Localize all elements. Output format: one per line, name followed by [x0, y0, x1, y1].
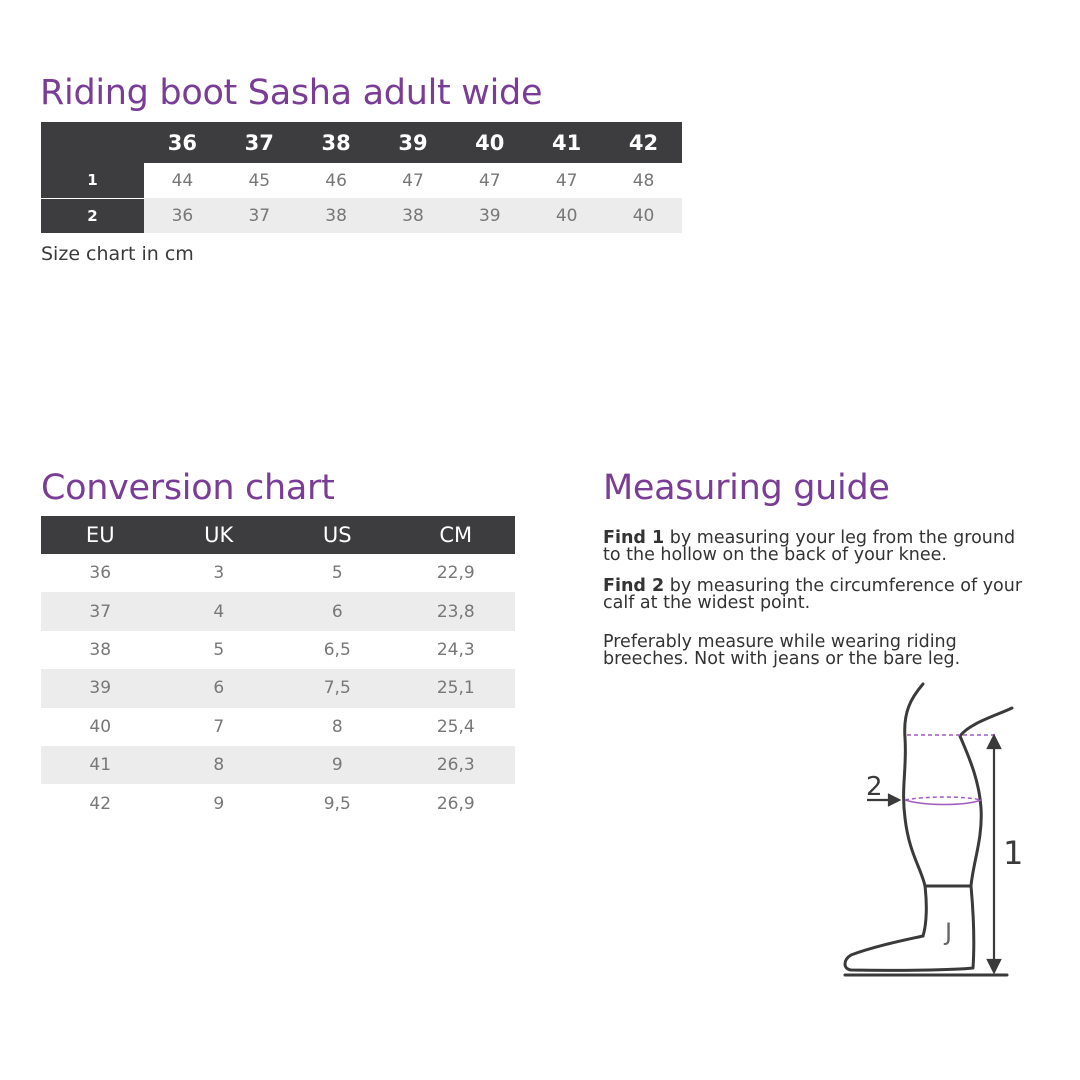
calf-arrow-head [889, 795, 899, 805]
size-cell: 47 [478, 170, 501, 191]
size-header-cell: 42 [605, 122, 682, 163]
size-cell: 46 [325, 170, 347, 191]
size-header-corner [41, 122, 144, 163]
diagram-label-1: 1 [1003, 834, 1024, 872]
guide-find-2-label: Find 2 [603, 576, 665, 596]
conversion-row [41, 708, 515, 746]
diagram-label-2: 2 [866, 772, 883, 802]
conversion-header-eu: EU [41, 516, 160, 554]
size-cell: 40 [528, 198, 605, 233]
size-cell: 47 [402, 170, 424, 191]
conversion-row [41, 784, 515, 822]
size-cell: 38 [298, 198, 375, 233]
guide-find-2-text: by measuring the circumference of your calf at the widest point. [603, 576, 1023, 613]
size-header-cell: 37 [221, 122, 298, 163]
size-cell: 37 [221, 198, 298, 233]
conversion-cell: 25,4 [436, 716, 475, 737]
size-row-label: 2 [41, 198, 144, 233]
conversion-cell: 4 [160, 592, 279, 630]
height-arrow-down-head [988, 960, 1000, 972]
conversion-cell: 39 [41, 669, 160, 707]
guide-find-1-text: by measuring your leg from the ground to the hollow on the back of your knee. [603, 528, 1016, 565]
conversion-cell: 40 [89, 716, 112, 737]
conversion-row [41, 746, 515, 784]
calf-ellipse-front [905, 800, 981, 805]
conversion-cell: 9 [278, 746, 397, 784]
size-cell: 38 [375, 198, 452, 233]
conversion-cell: 9 [213, 793, 225, 814]
conversion-cell: 41 [41, 746, 160, 784]
size-header-cell: 40 [451, 122, 528, 163]
conversion-cell: 8 [160, 746, 279, 784]
conversion-cell: 5 [331, 563, 343, 584]
conversion-cell: 23,8 [397, 592, 516, 630]
conversion-chart-table [41, 516, 515, 823]
size-header-cell: 36 [144, 122, 221, 163]
conversion-cell: 9,5 [323, 793, 351, 814]
size-header-cell: 38 [298, 122, 375, 163]
conversion-cell: 38 [89, 639, 112, 660]
conversion-row [41, 554, 515, 592]
size-cell: 47 [555, 170, 578, 191]
conversion-header-cm: CM [397, 516, 516, 554]
conversion-cell: 6 [278, 592, 397, 630]
conversion-cell: 6 [160, 669, 279, 707]
size-chart-table [41, 122, 682, 233]
height-arrow-up-head [988, 736, 1000, 748]
size-row-2 [41, 198, 682, 233]
size-cell: 40 [605, 198, 682, 233]
conversion-cell: 22,9 [436, 563, 475, 584]
conversion-cell: 8 [331, 716, 343, 737]
conversion-header-uk: UK [160, 516, 279, 554]
conversion-cell: 42 [89, 793, 112, 814]
calf-ellipse-back [905, 797, 981, 800]
size-header-cell: 39 [375, 122, 452, 163]
guide-note: Preferably measure while wearing riding breeches. Not with jeans or the bare leg. [603, 632, 961, 669]
conversion-row [41, 592, 515, 630]
guide-find-2 [603, 578, 1033, 612]
conversion-cell: 5 [213, 639, 225, 660]
conversion-cell: 26,9 [436, 793, 475, 814]
size-cell: 44 [171, 170, 194, 191]
size-row-1 [41, 163, 682, 198]
conversion-cell: 7 [213, 716, 225, 737]
size-chart-title: Riding boot Sasha adult wide [40, 73, 543, 113]
conversion-cell: 37 [41, 592, 160, 630]
leg-measurement-diagram [835, 678, 1025, 983]
leg-outline [845, 684, 1012, 975]
conversion-cell: 3 [213, 563, 225, 584]
conversion-cell: 36 [89, 563, 112, 584]
size-cell: 48 [632, 170, 655, 191]
size-cell: 39 [451, 198, 528, 233]
size-cell: 45 [248, 170, 271, 191]
conversion-cell: 7,5 [278, 669, 397, 707]
measuring-guide-title: Measuring guide [603, 468, 890, 508]
conversion-cell: 26,3 [397, 746, 516, 784]
conversion-row [41, 631, 515, 669]
conversion-cell: 6,5 [323, 639, 351, 660]
size-row-label: 1 [41, 163, 144, 198]
conversion-cell: 24,3 [436, 639, 475, 660]
size-header-row [41, 122, 682, 163]
size-cell: 36 [144, 198, 221, 233]
leg-back-line [904, 684, 927, 936]
guide-find-1 [603, 530, 1033, 564]
foot-outline [845, 886, 974, 970]
conversion-chart-title: Conversion chart [41, 468, 335, 508]
size-chart-caption: Size chart in cm [41, 243, 194, 265]
guide-find-1-label: Find 1 [603, 528, 665, 548]
diagram-label-j: J [945, 918, 953, 946]
conversion-header-row [41, 516, 515, 554]
height-arrow [988, 736, 1000, 972]
conversion-cell: 25,1 [397, 669, 516, 707]
calf-measure-ellipse [905, 797, 981, 805]
size-header-cell: 41 [528, 122, 605, 163]
conversion-row [41, 669, 515, 707]
conversion-header-us: US [278, 516, 397, 554]
